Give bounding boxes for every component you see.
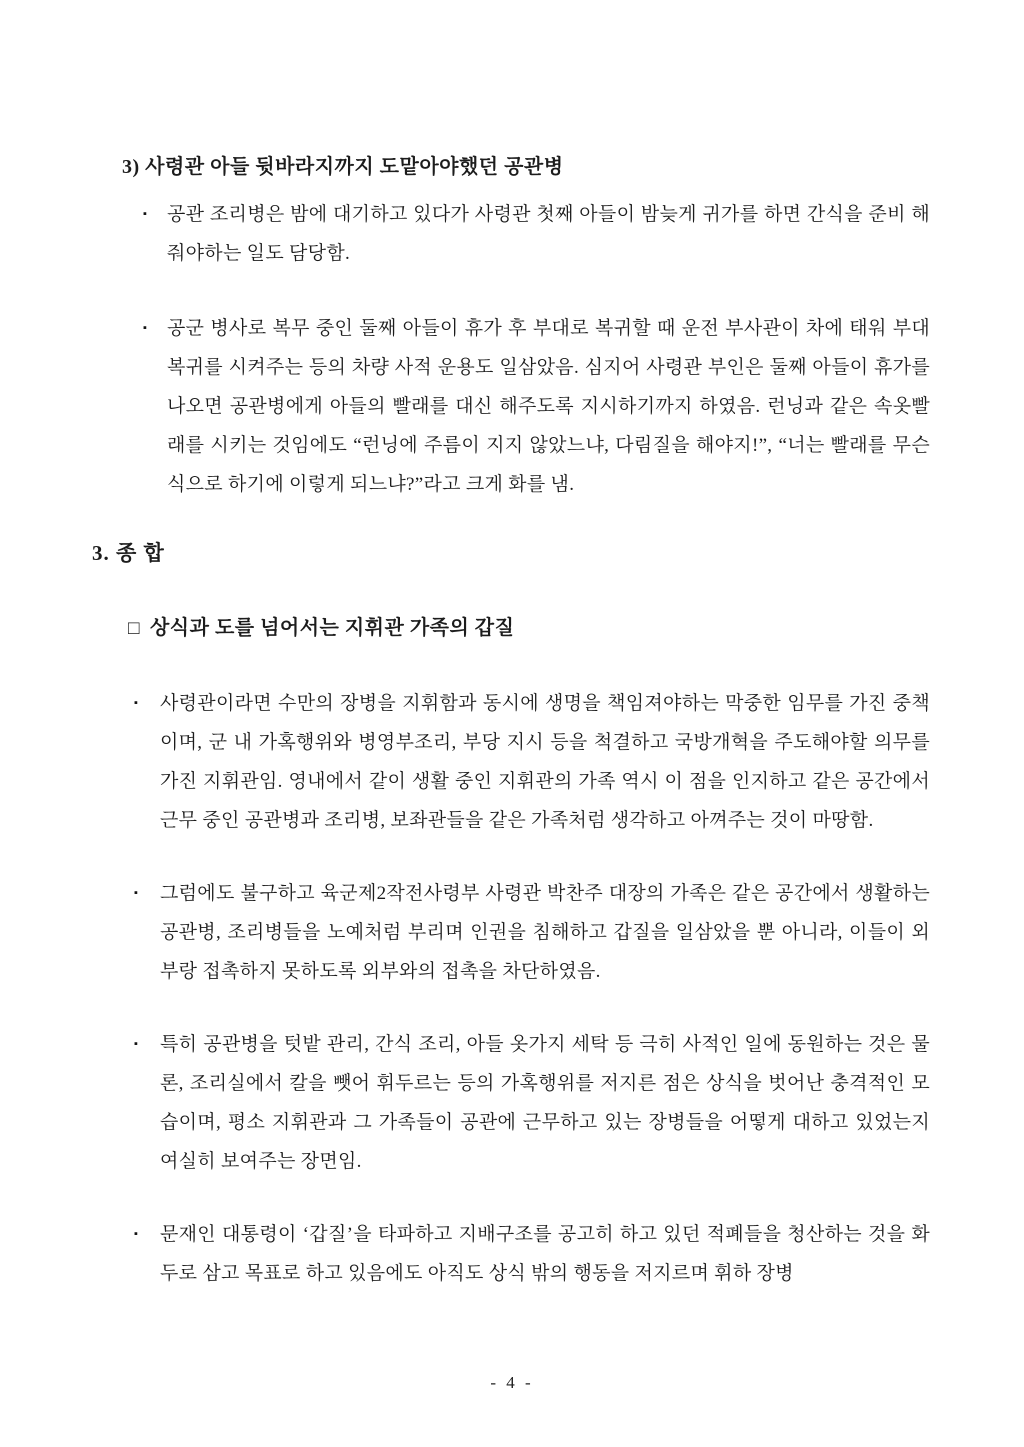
square-bullet-icon: ▪ <box>134 1228 138 1240</box>
bullet-item <box>143 309 930 504</box>
empty-box-bullet-icon: □ <box>128 618 140 639</box>
bullet-item <box>134 684 930 840</box>
bullet-item <box>143 195 930 273</box>
summary-subheading-label: 상식과 도를 넘어서는 지휘관 가족의 갑질 <box>149 617 515 639</box>
square-bullet-icon: ▪ <box>134 697 138 709</box>
bullet-text: 공군 병사로 복무 중인 둘째 아들이 휴가 후 부대로 복귀할 때 운전 부사관이 차에 태워 부대 복귀를 시켜주는 등의 차량 사적 운용도 일삼았음. 심지어 사령관 부인은 둘째 아들이 휴가를 나오면 공관병에게 아들의 빨래를 대신 해주도록 지시하기까지 하였음. 런닝과 같은 속옷빨래를 시키는 것임에도 “런닝에 주름이 지지 않았느냐, 다림질을 해야지!”, “너는 빨래를 무슨 식으로 하기에 이렇게 되느냐?”라고 크게 화를 냄. <box>167 318 930 495</box>
square-bullet-icon: ▪ <box>143 322 147 334</box>
bullet-text: 특히 공관병을 텃밭 관리, 간식 조리, 아들 옷가지 세탁 등 극히 사적인 일에 동원하는 것은 물론, 조리실에서 칼을 뺏어 휘두르는 등의 가혹행위를 저지른 점은 상식을 벗어난 충격적인 모습이며, 평소 지휘관과 그 가족들이 공관에 근무하고 있는 장병들을 어떻게 대하고 있었는지 여실히 보여주는 장면임. <box>160 1034 930 1172</box>
square-bullet-icon: ▪ <box>143 208 147 220</box>
bullet-text: 문재인 대통령이 ‘갑질’을 타파하고 지배구조를 공고히 하고 있던 적폐들을 청산하는 것을 화두로 삼고 목표로 하고 있음에도 아직도 상식 밖의 행동을 저지르며 휘하 장병 <box>160 1224 930 1284</box>
bullet-item <box>134 1215 930 1293</box>
bullet-text: 공관 조리병은 밤에 대기하고 있다가 사령관 첫째 아들이 밤늦게 귀가를 하면 간식을 준비 해줘야하는 일도 담당함. <box>167 204 930 264</box>
page-number: - 4 - <box>490 1373 534 1392</box>
square-bullet-icon: ▪ <box>134 887 138 899</box>
bullet-item <box>134 1025 930 1181</box>
bullet-text: 그럼에도 불구하고 육군제2작전사령부 사령관 박찬주 대장의 가족은 같은 공간에서 생활하는 공관병, 조리병들을 노예처럼 부리며 인권을 침해하고 갑질을 일삼았을 뿐 아니라, 이들이 외부랑 접촉하지 못하도록 외부와의 접촉을 차단하였음. <box>160 883 930 982</box>
summary-subheading <box>128 609 1024 648</box>
bullet-text: 사령관이라면 수만의 장병을 지휘함과 동시에 생명을 책임져야하는 막중한 임무를 가진 중책이며, 군 내 가혹행위와 병영부조리, 부당 지시 등을 척결하고 국방개혁을 주도해야할 의무를 가진 지휘관임. 영내에서 같이 생활 중인 지휘관의 가족 역시 이 점을 인지하고 같은 공간에서 근무 중인 공관병과 조리병, 보좌관들을 같은 가족처럼 생각하고 아껴주는 것이 마땅함. <box>160 693 930 831</box>
bullet-item <box>134 874 930 991</box>
square-bullet-icon: ▪ <box>134 1038 138 1050</box>
section-3-heading: 3) 사령관 아들 뒷바라지까지 도맡아야했던 공관병 <box>122 156 564 178</box>
summary-section-heading: 3. 종 합 <box>92 541 165 565</box>
